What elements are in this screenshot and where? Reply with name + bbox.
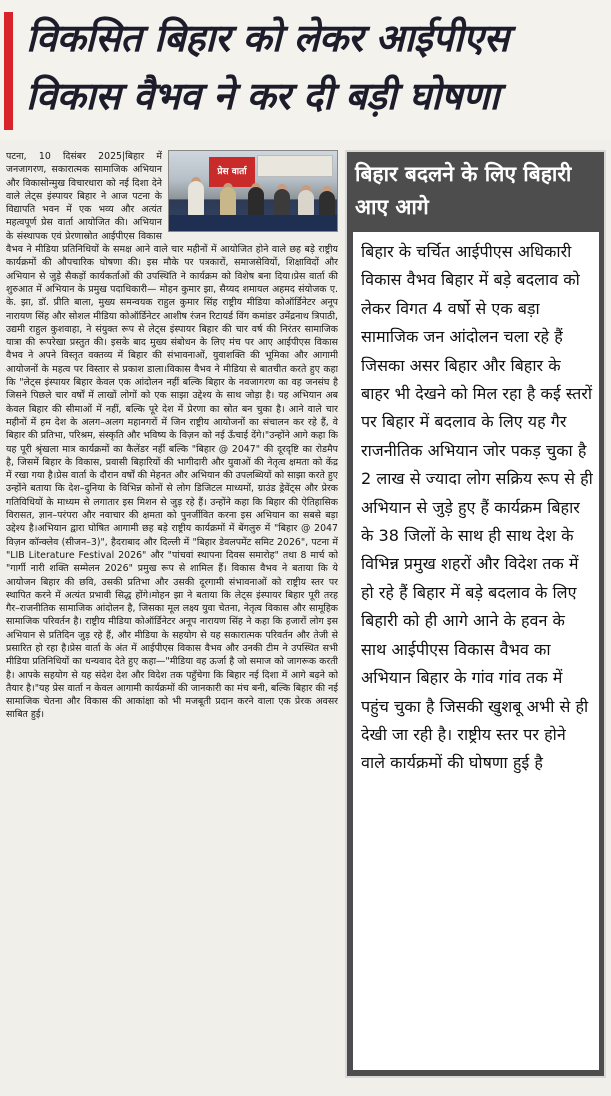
headline-line-2: विकास वैभव ने कर दी बड़ी घोषणा: [26, 74, 499, 118]
photo-person: [188, 181, 204, 217]
sidebar-title: बिहार बदलने के लिए बिहारी आए आगे: [355, 162, 572, 219]
headline-line-1: विकसित बिहार को लेकर आईपीएस: [26, 16, 509, 60]
press-conference-photo: [168, 150, 338, 232]
photo-backdrop-banner: [257, 155, 333, 177]
headline-accent-bar: [4, 12, 13, 130]
photo-person: [319, 191, 335, 217]
photo-person: [248, 187, 264, 217]
headline-block: [0, 0, 611, 140]
photo-person: [220, 187, 236, 217]
article-column: [6, 150, 338, 1094]
photo-banner: प्रेस वार्ता: [209, 157, 255, 187]
photo-table: [169, 215, 337, 231]
photo-person: [298, 190, 314, 217]
article-body: पटना, 10 दिसंबर 2025|बिहार में जनजागरण, सकारात्मक सामाजिक अभियान और विकासोन्मुख विचारधारा को नई दिशा देने वाले लेट्स इंस्पायर बिहार ने आज पटना के विद्यापति भवन में एक भव्य और अत्यंत महत्वपूर्ण प्रेस वार्ता आयोजित की। अभियान के संस्थापक एवं प्रेरणास्रोत आईपीएस विकास वैभव ने मीडिया प्रतिनिधियों के समक्ष आने वाले चार महीनों में आयोजित होने वाले छह बड़े राष्ट्रीय कार्यक्रमों की औपचारिक घोषणा की। इस मौके पर पत्रकारों, समाजसेवियों, शिक्षाविदों और अभियान से जुड़े सैकड़ों कार्यकर्ताओं की उपस्थिति ने कार्यक्रम को विशेष बना दिया।प्रेस वार्ता की शुरुआत में अभियान के प्रमुख पदाधिकारी— मोहन कुमार झा, सैय्यद शमायल अहमद संयोजक ए. के. झा, डॉ. प्रीति बाला, मुख्य समन्वयक राहुल कुमार सिंह राष्ट्रीय मीडिया कोऑर्डिनेटर अनूप नारायण सिंह और सोशल मीडिया कोऑर्डिनेटर आशीष रंजन रिटायर्ड विंग कमांडर उमेंद्रनाथ त्रिपाठी, उद्यमी राहुल कुशवाहा, ने संयुक्त रूप से लेट्स इंस्पायर बिहार की चार वर्ष की निरंतर सामाजिक यात्रा की रूपरेखा प्रस्तुत की। इसके बाद मुख्य संबोधन के लिए मंच पर आए आईपीएस विकास वैभव ने अपने विस्तृत वक्तव्य में बिहार की संभावनाओं, युवाशक्ति की भूमिका और आगामी आयोजनों के महत्व पर विस्तार से प्रकाश डाला।विकास वैभव ने मीडिया से बातचीत करते हुए कहा कि "लेट्स इंस्पायर बिहार केवल एक आंदोलन नहीं बल्कि बिहार के नवजागरण का वह जनसंघ है जिसने पिछले चार वर्षों में लाखों लोगों को एक साझा उद्देश्य के साथ जोड़ा है। यह अभियान अब केवल बिहार की सीमाओं में नहीं, बल्कि पूरे देश में प्रेरणा का स्रोत बन चुका है। आने वाले चार महीनों में हम देश के अलग–अलग महानगरों में जिन राष्ट्रीय आयोजनों का संचालन कर रहे हैं, वे बिहार की प्रतिभा, परिश्रम, संस्कृति और भविष्य के विज़न को नई ऊँचाई देंगे।"उन्होंने आगे कहा कि यह पूरी श्रृंखला मात्र कार्यक्रमों का कैलेंडर नहीं बल्कि "बिहार @ 2047" की दूरदृष्टि का रोडमैप है, जिसमें बिहार के विकास, प्रवासी बिहारियों की भागीदारी और युवाओं की नेतृत्व क्षमता को केंद्र में रखा गया है।प्रेस वार्ता के दौरान वर्षों की मेहनत और अभियान की उपलब्धियों को साझा करते हुए उन्होंने बताया कि देश–दुनिया के विभिन्न कोनों से लोग डिजिटल माध्यमों, ग्राउंड ड्रेवेंट्स और प्रेरक गतिविधियों के माध्यम से लगातार इस मिशन से जुड़ रहे हैं। उन्होंने कहा कि बिहार की ऐतिहासिक विरासत, ज्ञान–परंपरा और नवाचार की क्षमता को पुनर्जीवित करना इस अभियान का सबसे बड़ा उद्देश्य है।अभियान द्वारा घोषित आगामी छह बड़े राष्ट्रीय कार्यक्रमों में बेंगलुरु में "बिहार @ 2047 विज़न कॉन्क्लेव (सीजन–3)", हैदराबाद और दिल्ली में "बिहार डेवलपमेंट समिट 2026", पटना में "LIB Literature Festival 2026" और "पांचवां स्थापना दिवस समारोह" तथा 8 मार्च को "गार्गी नारी शक्ति सम्मेलन 2026" प्रमुख रूप से शामिल हैं। विकास वैभव ने बताया कि ये आयोजन बिहार की छवि, उसकी प्रतिभा और उसकी दूरगामी संभावनाओं को राष्ट्रीय स्तर पर स्थापित करने में अत्यंत प्रभावी सिद्ध होंगे।मोहन झा ने बताया कि लेट्स इंस्पायर बिहार पूरी तरह गैर–राजनीतिक सामाजिक आंदोलन है, जिसका मूल लक्ष्य युवा चेतना, नेतृत्व विकास और सामूहिक सामाजिक परिवर्तन है। राष्ट्रीय मीडिया कोऑर्डिनेटर अनूप नारायण सिंह ने कहा कि हजारों लोग इस अभियान से प्रतिदिन जुड़ रहे हैं, और मीडिया के सहयोग से यह सकारात्मक परिवर्तन और तेजी से प्रसारित हो रहा है।प्रेस वार्ता के अंत में आईपीएस विकास वैभव और उनकी टीम ने उपस्थित सभी मीडिया प्रतिनिधियों का धन्यवाद देते हुए कहा—"मीडिया वह ऊर्जा है जो समाज को जागरूक करती है। आपके सहयोग से यह संदेश देश और विदेश तक पहुँचेगा कि बिहार नई दिशा में आगे बढ़ने को तैयार है।"यह प्रेस वार्ता न केवल आगामी कार्यक्रमों की जानकारी का मंच बनी, बल्कि बिहार की नई सामाजिक चेतना और विकास की आकांक्षा को भी मजबूती प्रदान करने वाला एक प्रेरक अवसर साबित हुई।: [6, 151, 338, 721]
sidebar-body: बिहार के चर्चित आईपीएस अधिकारी विकास वैभव बिहार में बड़े बदलाव को लेकर विगत 4 वर्षो से एक बड़ा सामाजिक जन आंदोलन चला रहे हैं जिसका असर बिहार और बिहार के बाहर भी देखने को मिल रहा है कई स्तरों पर बिहार में बदलाव के लिए यह गैर राजनीतिक अभियान जोर पकड़ चुका है 2 लाख से ज्यादा लोग सक्रिय रूप से ही अभियान से जुड़े हुए हैं कार्यक्रम बिहार के 38 जिलों के साथ ही साथ देश के विभिन्न प्रमुख शहरों और विदेश तक में हो रहे हैं बिहार में बड़े बदलाव के लिए बिहारी को ही आगे आने के हवन के साथ आईपीएस विकास वैभव का अभियान बिहार के गांव गांव तक में पहुंच चुका है जिसकी खुशबू अभी से ही देखी जा रही है। राष्ट्रीय स्तर पर होने वाले कार्यक्रमों की घोषणा हुई है: [361, 242, 593, 773]
sidebar-inner-panel: [353, 232, 599, 1070]
photo-person: [274, 189, 290, 217]
sidebar-box: [345, 150, 606, 1078]
